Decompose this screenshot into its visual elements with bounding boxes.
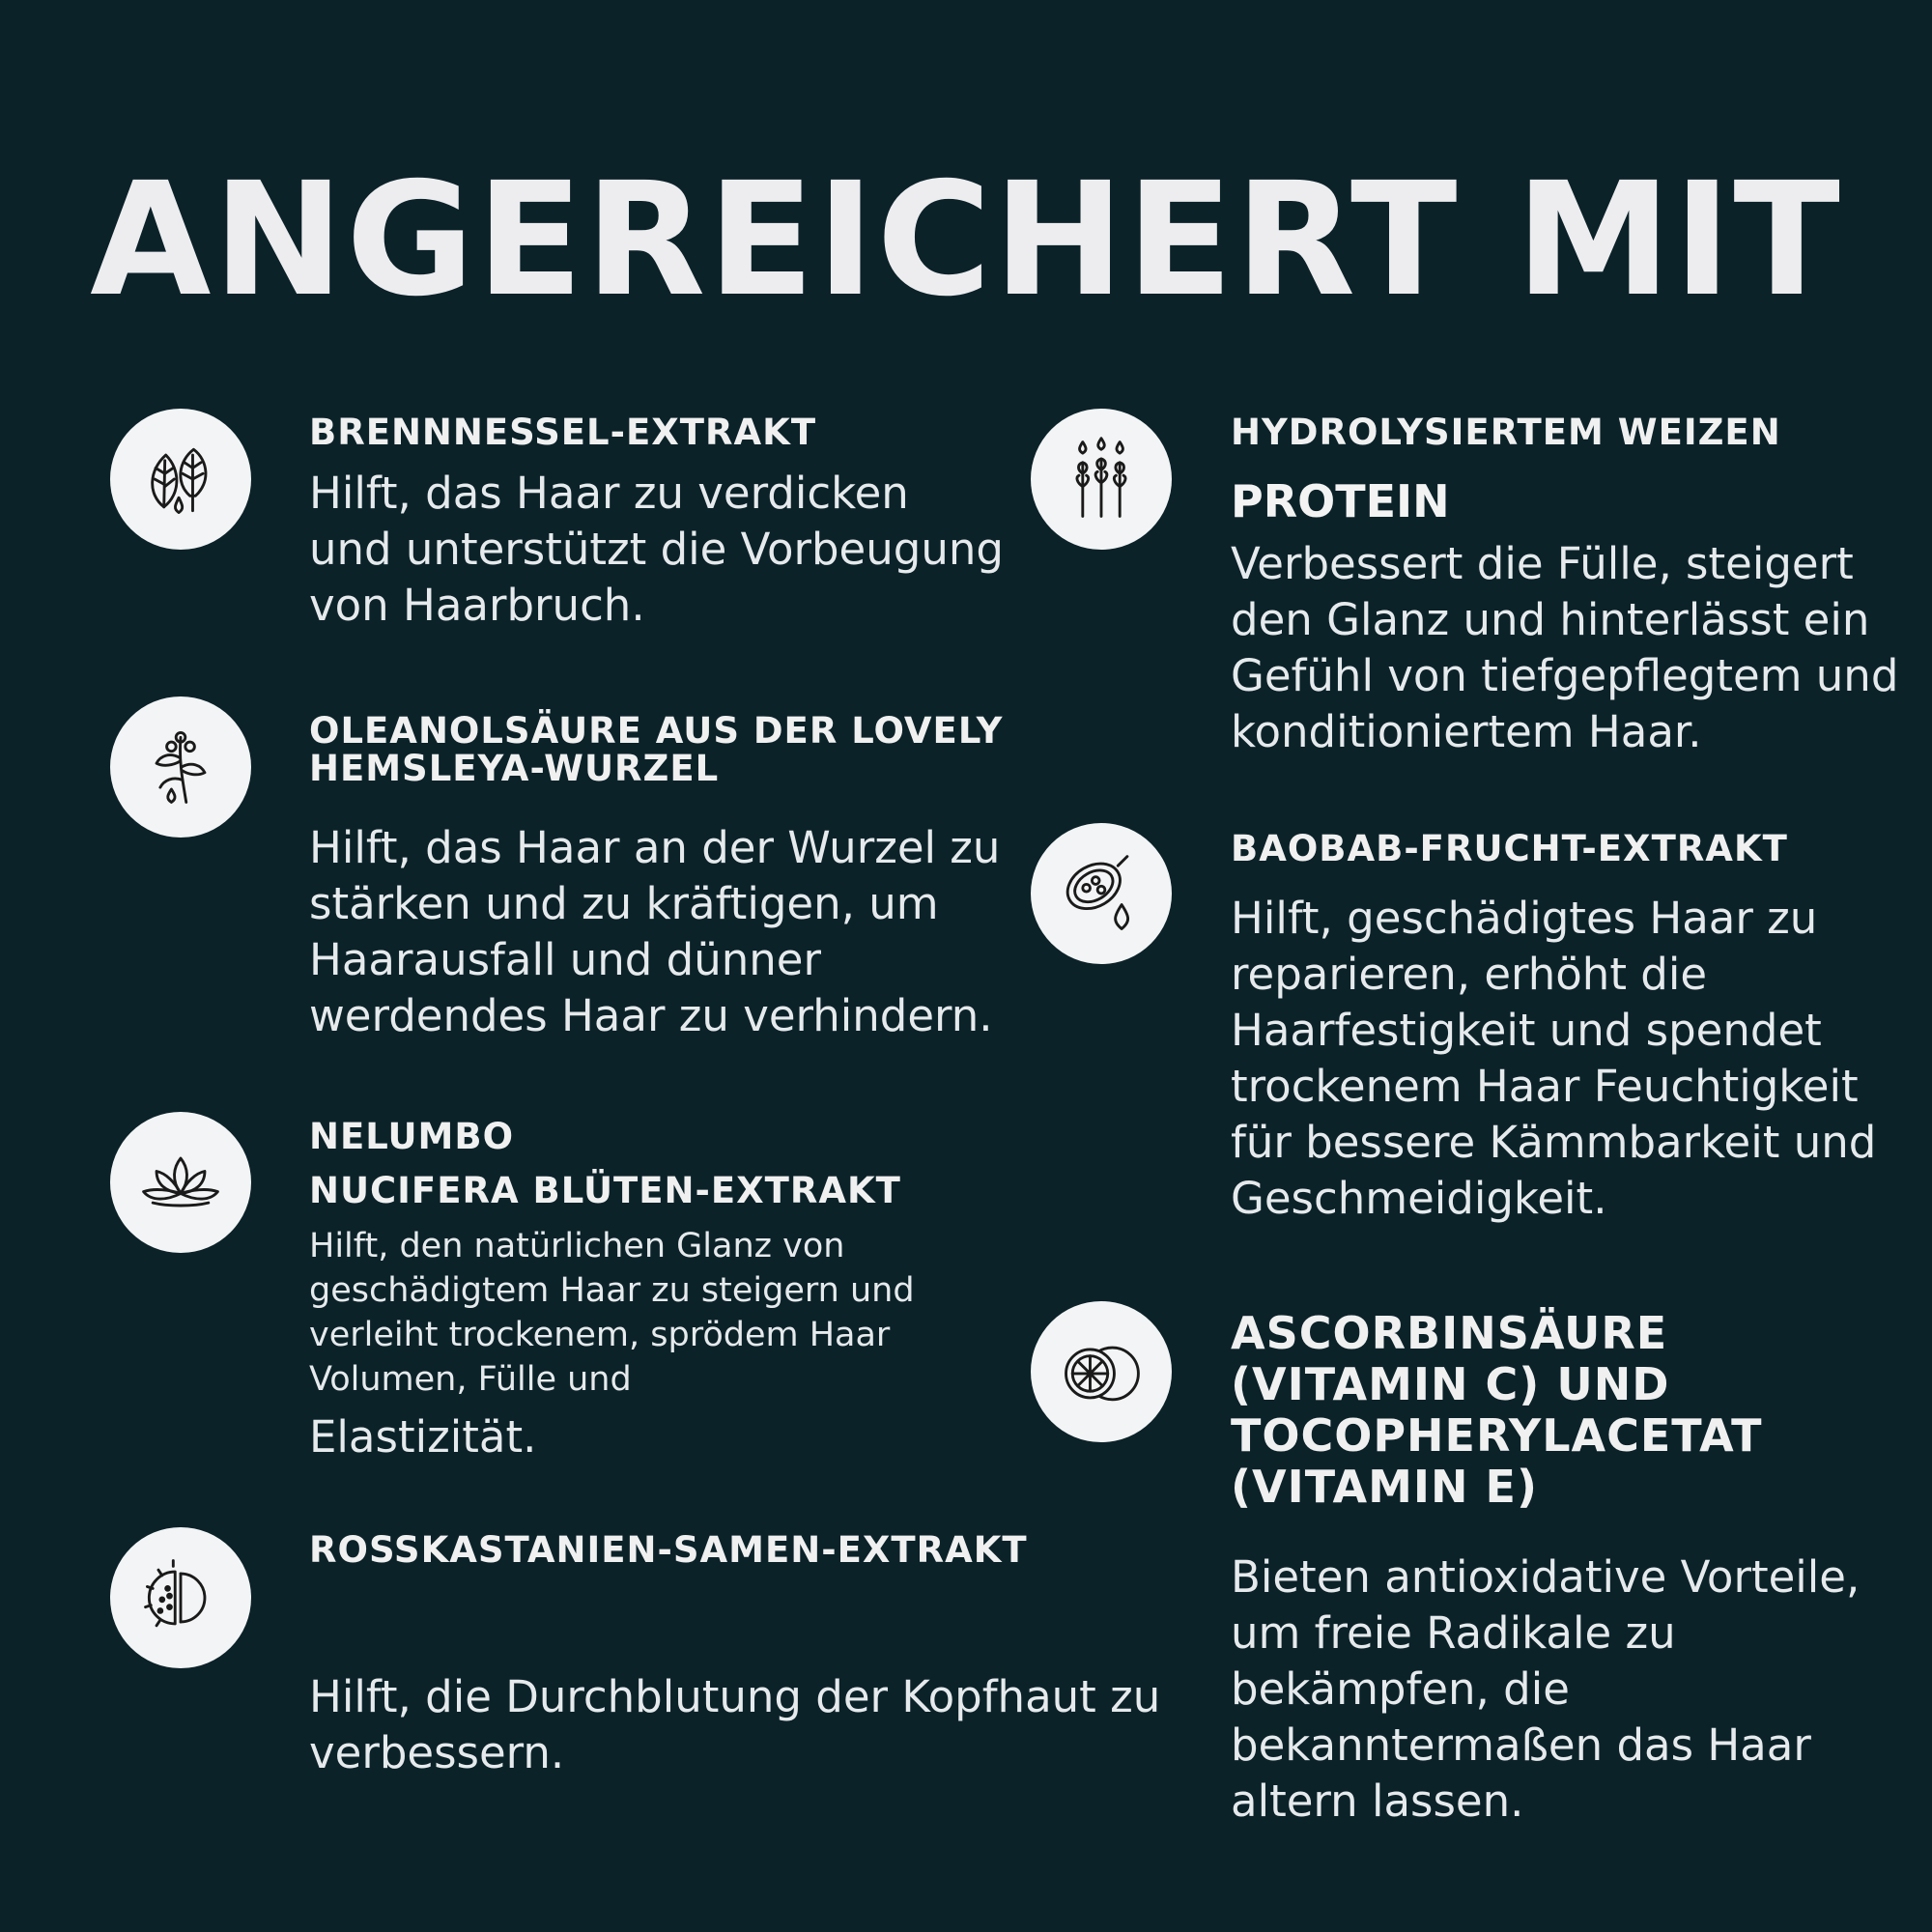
ingredient-description: Hilft, das Haar zu verdicken und unterstützt die Vorbeugung von Haarbruch. [309, 468, 1004, 631]
ingredient-heading-line2: NUCIFERA BLÜTEN-EXTRAKT [309, 1170, 901, 1211]
ingredient-description: Verbessert die Fülle, steigert den Glanz und hinterlässt ein Gefühl von tiefgepflegtem und konditioniertem Haar. [1231, 538, 1899, 757]
chestnut-icon [110, 1527, 251, 1668]
page-title: ANGEREICHERT MIT [90, 150, 1842, 331]
ingredient-heading-line1: NELUMBO [309, 1116, 515, 1157]
ingredient-heading: BRENNNESSEL-EXTRAKT [309, 412, 817, 453]
ingredient-vitamins [1231, 1308, 1907, 1830]
nettle-leaves-icon [110, 409, 251, 550]
ingredient-description: Bieten antioxidative Vorteile, um freie Radikale zu bekämpfen, die bekanntermaßen das Haar altern lassen. [1231, 1551, 1861, 1827]
ingredient-heading: HYDROLYSIERTEM WEIZEN [1231, 412, 1781, 453]
ingredient-description: Hilft, den natürlichen Glanz von geschädigtem Haar zu steigern und verleiht trockenem, sprödem Haar Volumen, Fülle und [309, 1227, 915, 1399]
lotus-flower-icon [110, 1112, 251, 1253]
ingredient-heading: BAOBAB-FRUCHT-EXTRAKT [1231, 828, 1788, 869]
ingredient-heading-line1: OLEANOLSÄURE AUS DER LOVELY [309, 710, 1004, 752]
ingredient-heading-line2: HEMSLEYA-WURZEL [309, 748, 720, 789]
ingredient-description-continued: Elastizität. [309, 1411, 537, 1463]
herb-plant-icon [110, 696, 251, 838]
ingredient-heading: ASCORBINSÄURE (VITAMIN C) UND TOCOPHERYLACETAT (VITAMIN E) [1231, 1307, 1763, 1513]
ingredient-description: Hilft, die Durchblutung der Kopfhaut zu verbessern. [309, 1671, 1161, 1778]
ingredient-subheading: PROTEIN [1231, 475, 1450, 527]
ingredient-nelumbo [309, 1118, 1024, 1465]
ingredient-description: Hilft, das Haar an der Wurzel zu stärken und zu kräftigen, um Haarausfall und dünner werdendes Haar zu verhindern. [309, 822, 1001, 1041]
ingredient-oleanolic-acid [309, 712, 1043, 1044]
baobab-fruit-icon [1031, 823, 1172, 964]
ingredient-wheat-protein [1231, 413, 1907, 760]
ingredient-horse-chestnut [309, 1531, 1217, 1781]
ingredient-nettle [309, 413, 1005, 634]
citrus-icon [1031, 1301, 1172, 1442]
ingredient-baobab [1231, 830, 1926, 1227]
ingredient-description: Hilft, geschädigtes Haar zu reparieren, erhöht die Haarfestigkeit und spendet trockenem Haar Feuchtigkeit für bessere Kämmbarkeit und Geschmeidigkeit. [1231, 893, 1877, 1224]
wheat-drops-icon [1031, 409, 1172, 550]
ingredient-heading: ROSSKASTANIEN-SAMEN-EXTRAKT [309, 1529, 1028, 1571]
